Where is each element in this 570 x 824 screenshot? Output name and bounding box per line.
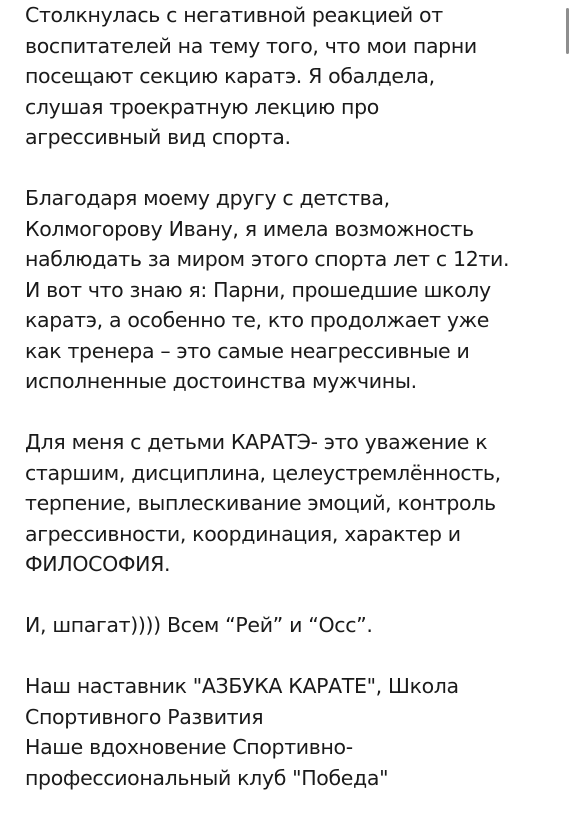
- text-line: исполненные достоинства мужчины.: [25, 369, 417, 393]
- text-line: каратэ, а особенно те, кто продолжает уже: [25, 308, 490, 332]
- text-line: профессиональный клуб "Победа": [25, 765, 389, 790]
- text-line: воспитателей на тему того, что мои парни: [25, 33, 477, 58]
- post-paragraph: [25, 183, 565, 397]
- text-line: слушая троекратную лекцию про: [25, 94, 379, 119]
- text-line: Столкнулась с негативной реакцией от: [25, 3, 443, 27]
- text-line: И, шпагат)))) Всем “Рей” и “Осс”.: [25, 613, 373, 637]
- text-line: посещают секцию каратэ. Я обалдела,: [25, 64, 435, 88]
- scrollbar[interactable]: [566, 0, 570, 800]
- text-line: терпение, выплескивание эмоций, контроль: [25, 491, 496, 515]
- text-line: Наше вдохновение Спортивно-: [25, 735, 353, 759]
- post-paragraph: [25, 427, 565, 580]
- text-line: старшим, дисциплина, целеустремлённость,: [25, 460, 501, 485]
- text-line: наблюдать за миром этого спорта лет с 12ти.: [25, 247, 510, 271]
- text-line: Благодаря моему другу с детства,: [25, 186, 390, 210]
- text-line: ФИЛОСОФИЯ.: [25, 552, 171, 576]
- text-line: как тренера – это самые неагрессивные и: [25, 338, 470, 363]
- text-line: Для меня с детьми КАРАТЭ- это уважение к: [25, 430, 488, 454]
- post-paragraph: [25, 610, 565, 641]
- scrollbar-thumb[interactable]: [566, 8, 569, 54]
- post-paragraph: [25, 0, 565, 153]
- text-line: агрессивности, координация, характер и: [25, 521, 461, 546]
- post-paragraph: [25, 671, 565, 793]
- post-body: [25, 0, 565, 824]
- text-line: И вот что знаю я: Парни, прошедшие школу: [25, 277, 491, 302]
- text-line: Наш наставник "АЗБУКА КАРАТЕ", Школа: [25, 674, 459, 698]
- text-line: Спортивного Развития: [25, 704, 264, 729]
- text-line: агрессивный вид спорта.: [25, 125, 291, 149]
- text-line: Колмогорову Ивану, я имела возможность: [25, 216, 474, 241]
